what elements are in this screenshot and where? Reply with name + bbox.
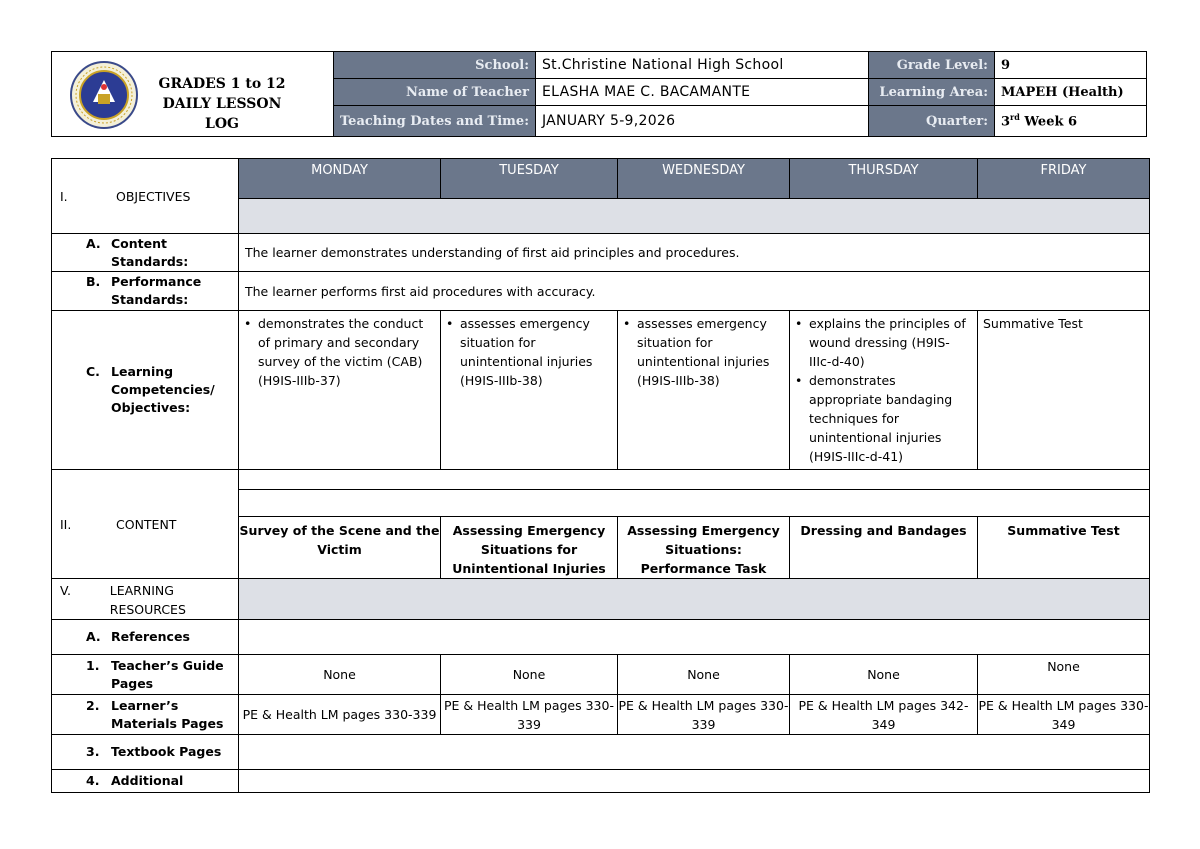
area-value: MAPEH (Health)	[995, 79, 1147, 106]
quarter-label: Quarter:	[869, 106, 995, 137]
lesson-log-table	[51, 158, 1150, 793]
tg-friday: None	[978, 655, 1150, 695]
logo-title-cell	[52, 52, 334, 137]
title-line-2: DAILY LESSON LOG	[162, 96, 282, 132]
competency-thursday-text-2: demonstrates appropriate bandaging techniques for unintentional injuries (H9IS-IIIc-d-41)	[809, 373, 953, 464]
header-table	[51, 51, 1147, 137]
lm-monday: PE & Health LM pages 330-339	[239, 695, 441, 735]
content-standards-key: A.	[86, 235, 101, 251]
dates-label: Teaching Dates and Time:	[334, 106, 536, 137]
content-standards-text: The learner demonstrates understanding of first aid principles and procedures.	[239, 234, 1150, 272]
objectives-shaded-row	[239, 199, 1150, 234]
references-empty	[239, 620, 1150, 655]
competency-wednesday-text: assesses emergency situation for unintentional injuries (H9IS-IIIb-38)	[637, 316, 770, 388]
content-thursday: Dressing and Bandages	[790, 517, 978, 579]
quarter-num: 3	[1001, 114, 1011, 130]
bullet: •	[623, 316, 631, 331]
resources-heading	[52, 579, 239, 620]
school-label: School:	[334, 52, 536, 79]
content-monday: Survey of the Scene and the Victim	[239, 517, 441, 579]
lm-thursday: PE & Health LM pages 342-349	[790, 695, 978, 735]
competency-monday	[239, 311, 441, 470]
tg-label-cell	[52, 655, 239, 695]
performance-standards-key: B.	[86, 274, 101, 289]
content-num: II.	[60, 516, 72, 532]
content-empty-row-1	[239, 470, 1150, 490]
textbook-label: Textbook Pages	[111, 744, 222, 759]
bullet: •	[795, 316, 803, 331]
lm-tuesday: PE & Health LM pages 330-339	[441, 695, 618, 735]
resources-num: V.	[60, 583, 71, 598]
references-label: References	[111, 629, 190, 644]
content-standards-label: Content Standards:	[111, 235, 189, 269]
references-label-cell	[52, 620, 239, 655]
additional-empty	[239, 770, 1150, 793]
day-friday: FRIDAY	[978, 159, 1150, 199]
tg-key: 1.	[86, 657, 100, 673]
lm-label: Learner’s Materials Pages	[111, 697, 224, 731]
content-label: CONTENT	[116, 516, 177, 532]
additional-label: Additional	[111, 773, 184, 788]
competency-wednesday	[618, 311, 790, 470]
teacher-value: ELASHA MAE C. BACAMANTE	[536, 79, 869, 106]
textbook-label-cell	[52, 735, 239, 770]
competency-friday: Summative Test	[978, 311, 1150, 470]
grade-label: Grade Level:	[869, 52, 995, 79]
tg-thursday: None	[790, 655, 978, 695]
competency-thursday-text-1: explains the principles of wound dressing (H9IS-IIIc-d-40)	[809, 316, 966, 369]
day-thursday: THURSDAY	[790, 159, 978, 199]
competency-thursday	[790, 311, 978, 470]
area-label: Learning Area:	[869, 79, 995, 106]
objectives-num: I.	[60, 188, 68, 204]
quarter-rest: Week 6	[1019, 114, 1078, 130]
textbook-key: 3.	[86, 744, 100, 759]
content-empty-row-2	[239, 490, 1150, 517]
additional-label-cell	[52, 770, 239, 793]
teacher-label: Name of Teacher	[334, 79, 536, 106]
competencies-label: Learning Competencies/ Objectives:	[111, 364, 215, 415]
content-friday: Summative Test	[978, 517, 1150, 579]
lm-friday: PE & Health LM pages 330-349	[978, 695, 1150, 735]
references-key: A.	[86, 629, 101, 644]
content-heading	[52, 470, 239, 579]
lm-label-cell	[52, 695, 239, 735]
performance-standards-label: Performance Standards:	[111, 274, 202, 307]
tg-wednesday: None	[618, 655, 790, 695]
deped-seal-icon	[69, 60, 139, 130]
performance-standards-text: The learner performs first aid procedures with accuracy.	[239, 272, 1150, 311]
objectives-label: OBJECTIVES	[116, 188, 191, 204]
content-tuesday: Assessing Emergency Situations for Unintentional Injuries	[441, 517, 618, 579]
tg-monday: None	[239, 655, 441, 695]
textbook-empty	[239, 735, 1150, 770]
lm-wednesday: PE & Health LM pages 330-339	[618, 695, 790, 735]
competency-tuesday-text: assesses emergency situation for unintentional injuries (H9IS-IIIb-38)	[460, 316, 593, 388]
bullet: •	[446, 316, 454, 331]
tg-tuesday: None	[441, 655, 618, 695]
content-wednesday: Assessing Emergency Situations: Performance Task	[618, 517, 790, 579]
bullet: •	[244, 316, 252, 331]
competencies-label-cell	[52, 311, 239, 470]
lm-key: 2.	[86, 697, 100, 713]
school-value: St.Christine National High School	[536, 52, 869, 79]
day-monday: MONDAY	[239, 159, 441, 199]
quarter-sup: rd	[1010, 112, 1020, 123]
quarter-value	[995, 106, 1147, 137]
day-tuesday: TUESDAY	[441, 159, 618, 199]
grade-value: 9	[995, 52, 1147, 79]
competency-monday-text: demonstrates the conduct of primary and secondary survey of the victim (CAB) (H9IS-IIIb-37)	[258, 316, 424, 388]
day-wednesday: WEDNESDAY	[618, 159, 790, 199]
bullet: •	[795, 373, 803, 388]
dates-value: JANUARY 5-9,2026	[536, 106, 869, 137]
objectives-heading	[52, 159, 239, 234]
content-standards-label-cell	[52, 234, 239, 272]
performance-standards-label-cell	[52, 272, 239, 311]
title-line-1: GRADES 1 to 12	[158, 76, 286, 92]
tg-label: Teacher’s Guide Pages	[111, 657, 224, 691]
competencies-key: C.	[86, 364, 100, 379]
resources-label: LEARNING RESOURCES	[109, 583, 186, 617]
resources-shaded-row	[239, 579, 1150, 620]
competency-tuesday	[441, 311, 618, 470]
additional-key: 4.	[86, 773, 100, 788]
